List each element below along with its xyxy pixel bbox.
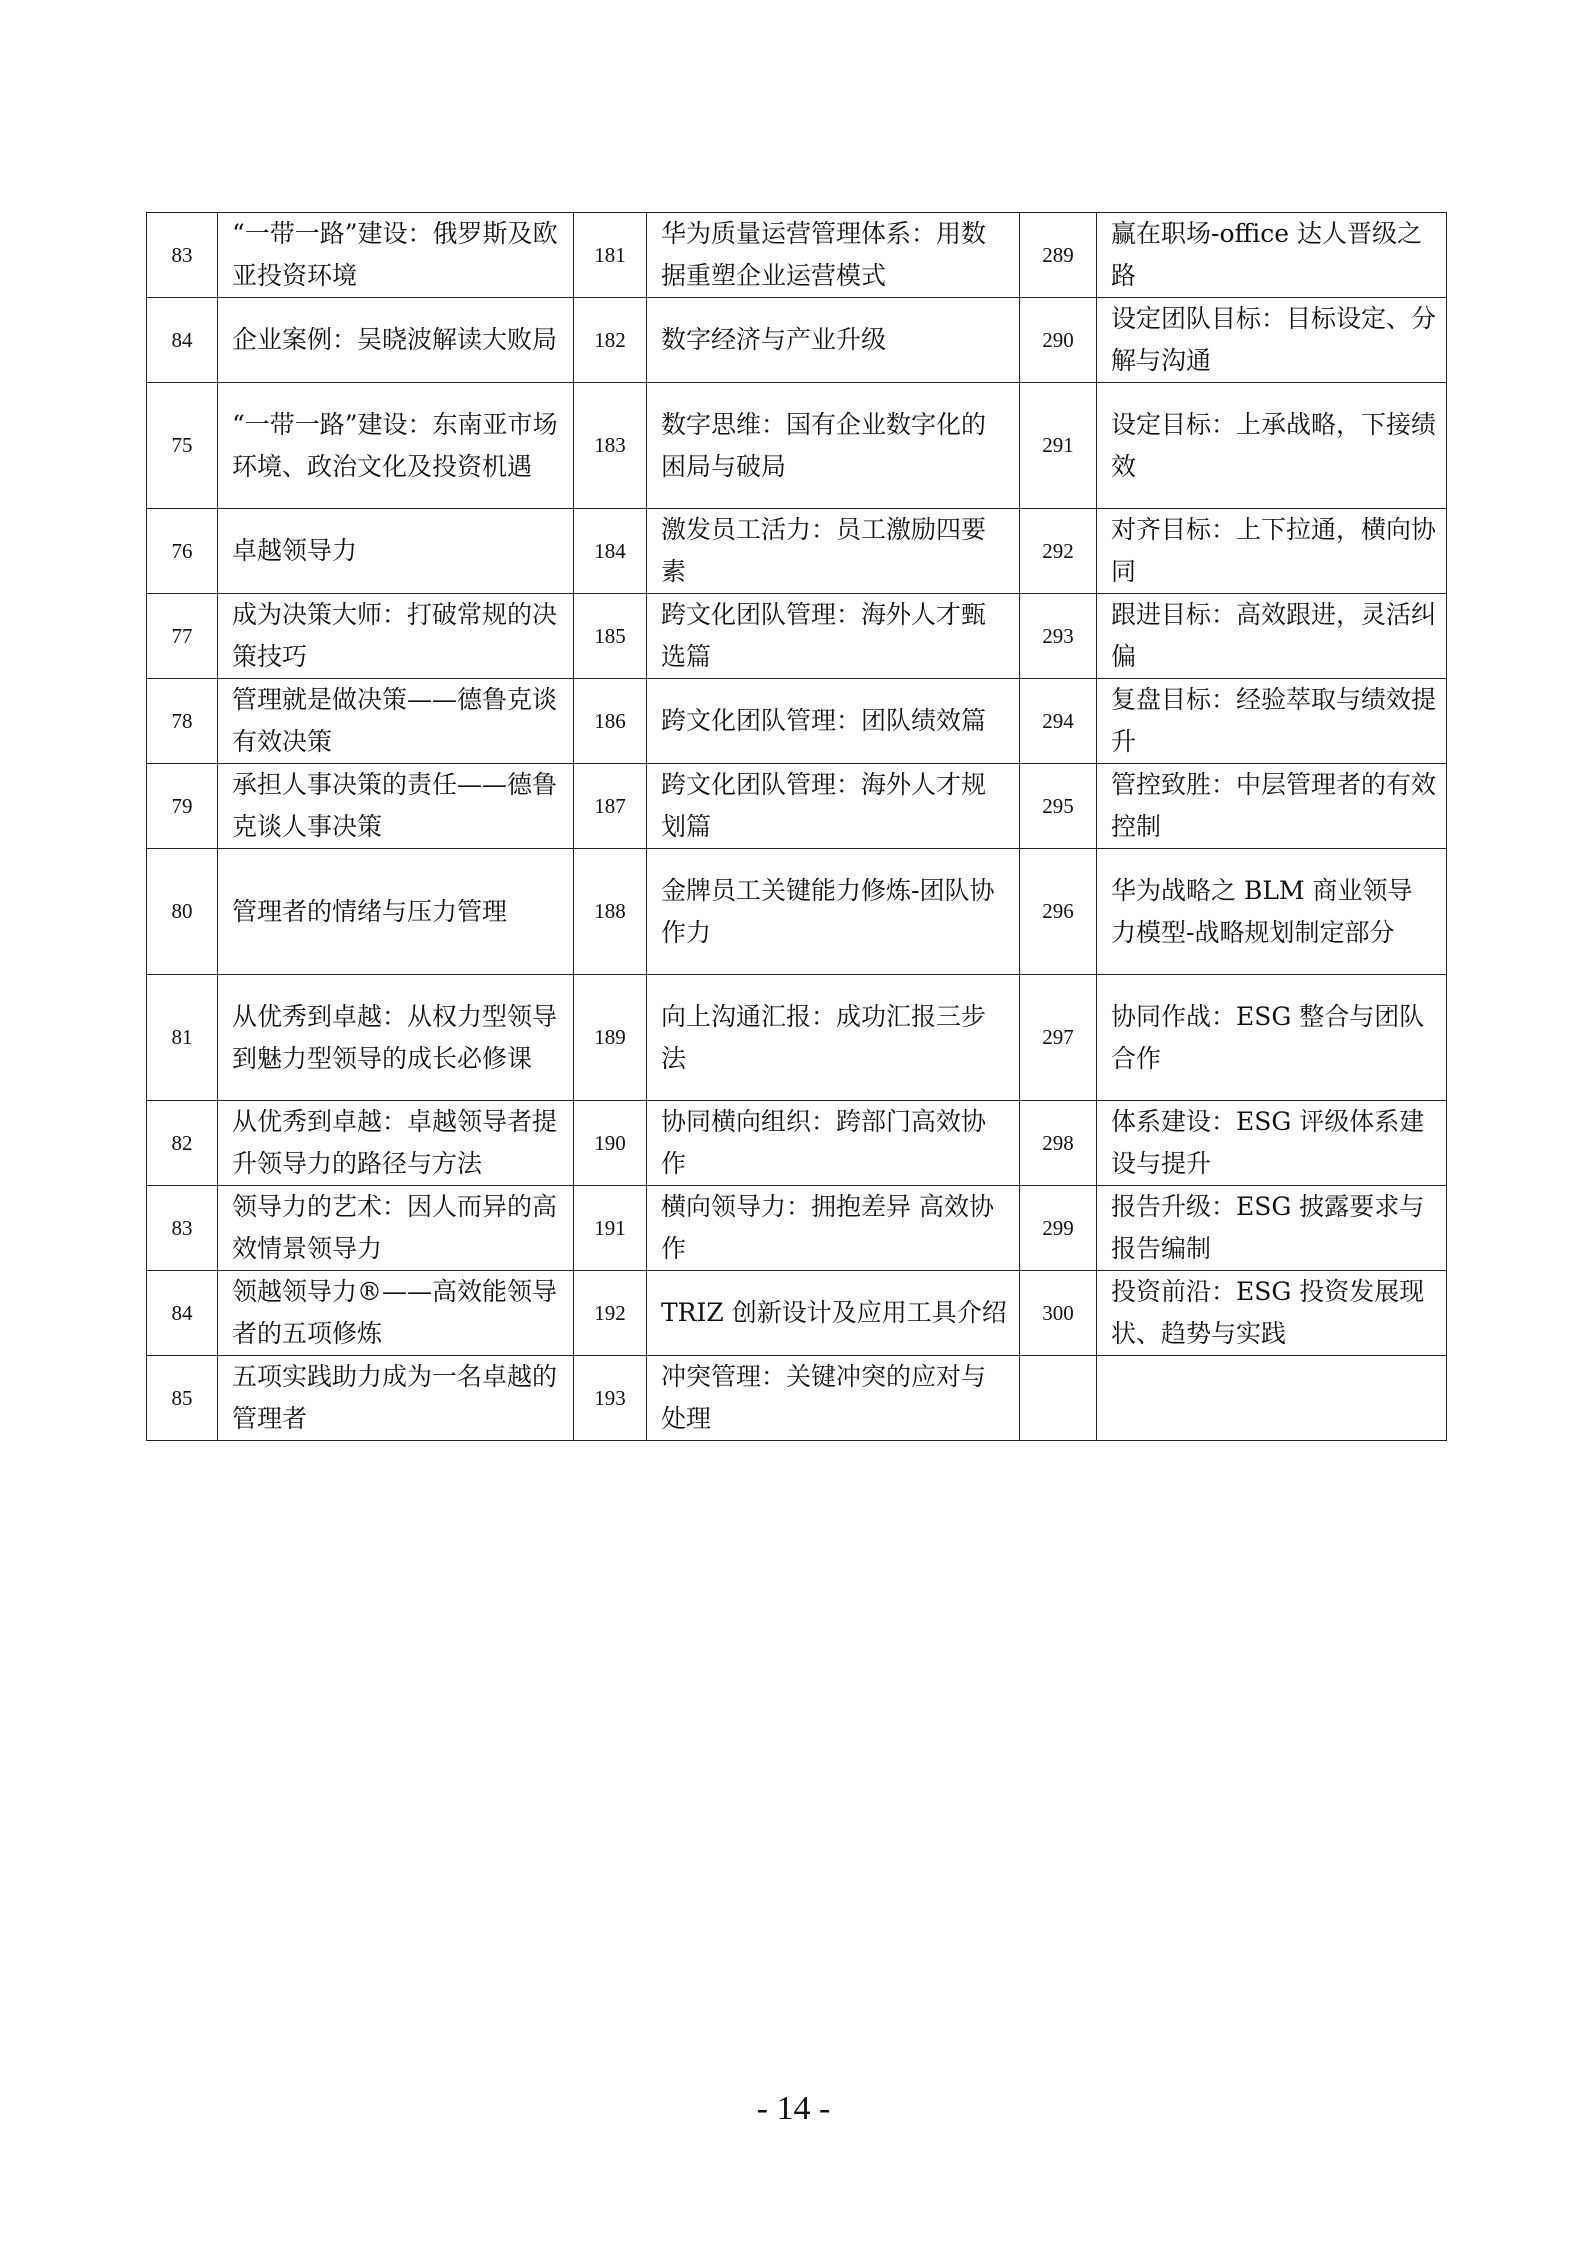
- course-table: [146, 212, 1447, 1441]
- course-number: 79: [147, 764, 218, 849]
- course-title: 从优秀到卓越：从权力型领导到魅力型领导的成长必修课: [218, 975, 574, 1101]
- table-row: [147, 594, 1447, 679]
- course-number: 84: [147, 298, 218, 383]
- course-number: 192: [574, 1271, 647, 1356]
- course-title: 企业案例：吴晓波解读大败局: [218, 298, 574, 383]
- course-number: 295: [1020, 764, 1097, 849]
- course-title: 跨文化团队管理：团队绩效篇: [647, 679, 1020, 764]
- course-number: 298: [1020, 1101, 1097, 1186]
- course-title: 向上沟通汇报：成功汇报三步法: [647, 975, 1020, 1101]
- course-number: 186: [574, 679, 647, 764]
- course-title: 管控致胜：中层管理者的有效控制: [1097, 764, 1447, 849]
- course-title: 对齐目标：上下拉通，横向协同: [1097, 509, 1447, 594]
- course-title: 数字思维：国有企业数字化的困局与破局: [647, 383, 1020, 509]
- course-title: 华为战略之 BLM 商业领导力模型-战略规划制定部分: [1097, 849, 1447, 975]
- course-title: 五项实践助力成为一名卓越的管理者: [218, 1356, 574, 1441]
- course-number: 294: [1020, 679, 1097, 764]
- course-table-body: [147, 213, 1447, 1441]
- course-number: 191: [574, 1186, 647, 1271]
- course-number: 83: [147, 213, 218, 298]
- course-title: 冲突管理：关键冲突的应对与处理: [647, 1356, 1020, 1441]
- table-row: [147, 764, 1447, 849]
- course-number: 300: [1020, 1271, 1097, 1356]
- course-title: 协同作战：ESG 整合与团队合作: [1097, 975, 1447, 1101]
- course-title: 赢在职场-office 达人晋级之路: [1097, 213, 1447, 298]
- table-row: [147, 1271, 1447, 1356]
- course-number: 183: [574, 383, 647, 509]
- course-number: 85: [147, 1356, 218, 1441]
- course-title: 跟进目标：高效跟进，灵活纠偏: [1097, 594, 1447, 679]
- course-title: 体系建设：ESG 评级体系建设与提升: [1097, 1101, 1447, 1186]
- table-row: [147, 975, 1447, 1101]
- course-title: 跨文化团队管理：海外人才规划篇: [647, 764, 1020, 849]
- course-title: 承担人事决策的责任——德鲁克谈人事决策: [218, 764, 574, 849]
- course-title: TRIZ 创新设计及应用工具介绍: [647, 1271, 1020, 1356]
- course-number: 188: [574, 849, 647, 975]
- table-row: [147, 213, 1447, 298]
- table-row: [147, 679, 1447, 764]
- course-number: 291: [1020, 383, 1097, 509]
- course-number: 84: [147, 1271, 218, 1356]
- course-number: 293: [1020, 594, 1097, 679]
- course-number: 80: [147, 849, 218, 975]
- course-number: 184: [574, 509, 647, 594]
- table-row: [147, 298, 1447, 383]
- course-title: 设定目标：上承战略，下接绩效: [1097, 383, 1447, 509]
- table-row: [147, 509, 1447, 594]
- course-title: 复盘目标：经验萃取与绩效提升: [1097, 679, 1447, 764]
- course-title: 卓越领导力: [218, 509, 574, 594]
- course-number: 193: [574, 1356, 647, 1441]
- course-number: 182: [574, 298, 647, 383]
- table-row: [147, 1356, 1447, 1441]
- course-number: 181: [574, 213, 647, 298]
- course-number: 289: [1020, 213, 1097, 298]
- course-number: 185: [574, 594, 647, 679]
- table-row: [147, 383, 1447, 509]
- course-number: 189: [574, 975, 647, 1101]
- course-title: 设定团队目标：目标设定、分解与沟通: [1097, 298, 1447, 383]
- course-title: 华为质量运营管理体系：用数据重塑企业运营模式: [647, 213, 1020, 298]
- course-title: 协同横向组织：跨部门高效协作: [647, 1101, 1020, 1186]
- course-title: 激发员工活力：员工激励四要素: [647, 509, 1020, 594]
- table-row: [147, 1186, 1447, 1271]
- page-number: - 14 -: [756, 2090, 831, 2127]
- course-number: 77: [147, 594, 218, 679]
- course-number: [1020, 1356, 1097, 1441]
- course-number: 296: [1020, 849, 1097, 975]
- course-number: 76: [147, 509, 218, 594]
- course-title: 领导力的艺术：因人而异的高效情景领导力: [218, 1186, 574, 1271]
- course-title: 跨文化团队管理：海外人才甄选篇: [647, 594, 1020, 679]
- course-title: 从优秀到卓越：卓越领导者提升领导力的路径与方法: [218, 1101, 574, 1186]
- course-number: 75: [147, 383, 218, 509]
- course-number: 78: [147, 679, 218, 764]
- course-title: 金牌员工关键能力修炼-团队协作力: [647, 849, 1020, 975]
- course-number: 81: [147, 975, 218, 1101]
- course-title: 报告升级：ESG 披露要求与报告编制: [1097, 1186, 1447, 1271]
- course-number: 190: [574, 1101, 647, 1186]
- course-number: 290: [1020, 298, 1097, 383]
- course-title: “一带一路”建设：东南亚市场环境、政治文化及投资机遇: [218, 383, 574, 509]
- course-number: 187: [574, 764, 647, 849]
- course-title: 成为决策大师：打破常规的决策技巧: [218, 594, 574, 679]
- course-title: 管理者的情绪与压力管理: [218, 849, 574, 975]
- course-number: 299: [1020, 1186, 1097, 1271]
- table-row: [147, 1101, 1447, 1186]
- course-title: 横向领导力：拥抱差异 高效协作: [647, 1186, 1020, 1271]
- course-title: 管理就是做决策——德鲁克谈有效决策: [218, 679, 574, 764]
- course-number: 82: [147, 1101, 218, 1186]
- course-title: [1097, 1356, 1447, 1441]
- course-title: 数字经济与产业升级: [647, 298, 1020, 383]
- course-number: 292: [1020, 509, 1097, 594]
- course-number: 297: [1020, 975, 1097, 1101]
- course-title: 领越领导力®——高效能领导者的五项修炼: [218, 1271, 574, 1356]
- table-row: [147, 849, 1447, 975]
- course-number: 83: [147, 1186, 218, 1271]
- course-title: 投资前沿：ESG 投资发展现状、趋势与实践: [1097, 1271, 1447, 1356]
- course-title: “一带一路”建设：俄罗斯及欧亚投资环境: [218, 213, 574, 298]
